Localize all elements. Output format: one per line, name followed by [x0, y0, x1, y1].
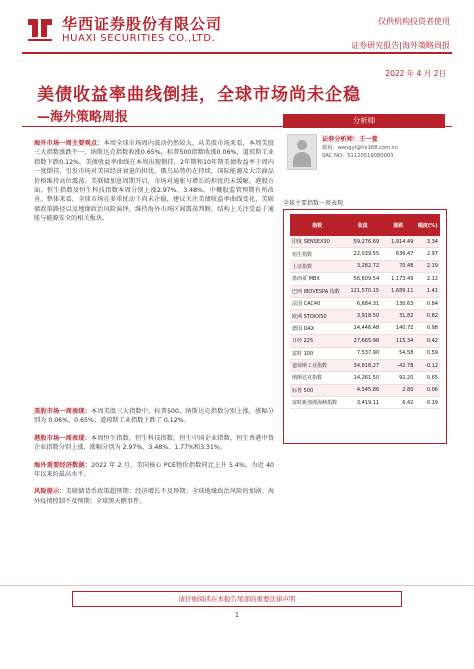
header-divider — [22, 52, 452, 54]
table-row — [290, 359, 440, 371]
overview-label: 海外市场一周主要观点： — [34, 140, 104, 147]
analyst-name: 证券分析师：王一萱 — [322, 136, 378, 143]
index-performance-table — [290, 214, 440, 409]
cell-pct: 0.98 — [415, 322, 440, 334]
company-name-en: HUAXI SECURITIES CO.,LTD. — [62, 33, 216, 44]
avatar — [287, 134, 317, 170]
cell-index-name: 日经 225 — [290, 335, 344, 347]
cell-close: 6,684.31 — [344, 297, 381, 309]
table-body — [290, 236, 440, 409]
cell-index-name: 道琼斯工业指数 — [290, 359, 344, 371]
table-header-row — [290, 214, 440, 236]
cell-close: 14,261.50 — [344, 372, 381, 384]
cell-index-name: 欧洲 STOXX50 — [290, 310, 344, 322]
legal-disclaimer: 请仔细阅读在本报告尾部的重要法律声明 — [72, 591, 402, 607]
tagline: 仅供机构投资者使用 — [378, 17, 450, 26]
cell-close: 4,545.86 — [344, 384, 381, 396]
overview-paragraph — [34, 139, 274, 399]
cell-close: 56,609.54 — [344, 273, 381, 285]
table-row — [290, 347, 440, 359]
avatar-body-icon — [293, 152, 311, 167]
analyst-info — [317, 130, 443, 170]
table-row — [290, 273, 440, 285]
cell-change: -42.78 — [381, 359, 415, 371]
footer-divider — [0, 585, 474, 586]
table-caption: 全球主要指数一周表现 — [283, 200, 344, 207]
risk-text: 美联储货币政策超预期；经济增长不及预期；全球地缘政治风险的加剧；海外疫情控制不及预期；全球黑天鹅事件。 — [34, 488, 275, 505]
table-row — [290, 310, 440, 322]
cell-pct: 1.41 — [415, 285, 440, 297]
cell-index-name: 上证指数 — [290, 260, 344, 272]
analyst-card — [283, 128, 445, 188]
cell-pct: 3.34 — [415, 236, 440, 248]
cell-pct: 0.59 — [415, 347, 440, 359]
report-subtitle: —海外策略周报 — [37, 110, 129, 125]
cell-index-name: 印度 SENSEX30 — [290, 236, 344, 248]
cell-close: 121,570.15 — [344, 285, 381, 297]
avatar-head-icon — [297, 140, 307, 150]
cell-change: 636.47 — [381, 248, 415, 260]
cell-pct: 0.19 — [415, 397, 440, 409]
analyst-sac-number: SAC NO：S1120519080003 — [322, 153, 394, 159]
cell-change: 31.82 — [381, 310, 415, 322]
cell-close: 59,276.69 — [344, 236, 381, 248]
table-row — [290, 285, 440, 297]
us-market-text: 本周美股三大指数中，标普500、纳斯达克指数分别上涨，涨幅分别为 0.06%、0.65%；道琼斯工业指数下跌了 0.12%。 — [34, 408, 274, 425]
analyst-email: 邮箱：wangyi@hx168.com.cn — [322, 145, 399, 151]
overview-text: 本周全球市场周内波动仍然较大，从美股市场来看，本周美股三大指数涨跌不一，纳斯达克指数收涨0.65%，标普500指数收涨0.06%，道琼斯工业指数下跌0.12%。美债收益率曲线在本周出现倒挂，2年期和10年期美债收益率于周内一度倒挂，引发市场对美国经济衰退的担忧。俄乌局势仍在持续，国际能源及大宗商品价格维持高位震荡。美联储加息周期开启，市场对通胀与增长的担忧仍未缓解。港股方面，恒生指数及恒生科技指数本周分别上涨2.97%、3.48%，中概股监管预期有所改善。整体来看，全球市场在多重扰动下尚未企稳，建议关注美债收益率曲线变化、美联储政策路径以及地缘政治风险演绎，维持海外市场区间震荡判断，结构上关注受益于通胀与能源安全的相关板块。 — [34, 140, 274, 223]
table-row — [290, 236, 440, 248]
report-date: 2022 年 4 月 2日 — [385, 69, 446, 78]
col-header-index: 指数 — [290, 214, 344, 236]
cell-change: 115.34 — [381, 335, 415, 347]
cell-pct: 0.65 — [415, 372, 440, 384]
hk-market-text: 本周恒生指数、恒生科技指数、恒生中国企业指数、恒生香港中资企业指数分别上涨，涨幅分别为 2.97%、3.48%、1.77%和3.31%。 — [34, 434, 275, 452]
report-title: 美债收益率曲线倒挂，全球市场尚未企稳 — [37, 85, 361, 105]
cell-index-name: 纳斯达克指数 — [290, 372, 344, 384]
table-row — [290, 384, 440, 396]
us-market-paragraph — [34, 407, 274, 426]
cell-index-name: 墨西哥 MBX — [290, 273, 344, 285]
cell-pct: 0.42 — [415, 335, 440, 347]
main-text-column — [34, 139, 274, 514]
risk-label: 风险提示： — [34, 488, 66, 496]
cell-close: 34,818.27 — [344, 359, 381, 371]
table-row — [290, 335, 440, 347]
cell-pct: 0.82 — [415, 310, 440, 322]
col-header-change: 涨跌 — [381, 214, 415, 236]
cell-change: 92.20 — [381, 372, 415, 384]
macro-data-paragraph — [34, 461, 274, 480]
cell-index-name: 德国 DAX — [290, 322, 344, 334]
analyst-header-bar: 分析师 — [283, 114, 445, 128]
cell-close: 3,918.50 — [344, 310, 381, 322]
page-number: 1 — [234, 611, 240, 619]
cell-change: 140.72 — [381, 322, 415, 334]
cell-change: 54.58 — [381, 347, 415, 359]
cell-change: 1,173.49 — [381, 273, 415, 285]
cell-pct: 2.12 — [415, 273, 440, 285]
cell-index-name: 恒生指数 — [290, 248, 344, 260]
hk-market-paragraph — [34, 434, 274, 453]
us-market-label: 美股市场一周表现： — [34, 408, 92, 415]
cell-change: 6.42 — [381, 397, 415, 409]
table-row — [290, 297, 440, 309]
cell-close: 3,419.11 — [344, 397, 381, 409]
index-table-frame — [283, 209, 447, 444]
cell-index-name: 富时新加坡海峡指数 — [290, 397, 344, 409]
macro-data-text: 2022 年 2 月，美国核心 PCE物价指数同比上升 5.4%，为近 40 年以来的最高水平。 — [34, 461, 274, 479]
cell-pct: 0.06 — [415, 384, 440, 396]
cell-index-name: 法国 CAC40 — [290, 297, 344, 309]
cell-pct: 2.19 — [415, 260, 440, 272]
table-row — [290, 397, 440, 409]
cell-pct: 2.97 — [415, 248, 440, 260]
cell-close: 14,446.48 — [344, 322, 381, 334]
cell-change: 2.80 — [381, 384, 415, 396]
table-row — [290, 248, 440, 260]
cell-change: 1,914.49 — [381, 236, 415, 248]
cell-close: 27,665.98 — [344, 335, 381, 347]
cell-close: 3,282.72 — [344, 260, 381, 272]
cell-index-name: 巴西 IBOVESPA 指数 — [290, 285, 344, 297]
risk-paragraph — [34, 487, 274, 506]
cell-change: 70.48 — [381, 260, 415, 272]
macro-data-label: 海外重要经济数据： — [34, 461, 92, 469]
cell-change: 1,689.11 — [381, 285, 415, 297]
cell-index-name: 富时 100 — [290, 347, 344, 359]
table-row — [290, 260, 440, 272]
hk-market-label: 港股市场一周表现： — [34, 434, 91, 442]
col-header-pct: 幅度(%) — [415, 214, 440, 236]
col-header-close: 收盘 — [344, 214, 381, 236]
cell-close: 7,537.90 — [344, 347, 381, 359]
report-type: 证券研究报告|海外策略周报 — [351, 41, 450, 50]
company-name-cn: 华西证券股份有限公司 — [62, 15, 223, 33]
cell-close: 22,039.55 — [344, 248, 381, 260]
cell-pct: -0.12 — [415, 359, 440, 371]
company-logo-icon — [25, 13, 55, 43]
table-row — [290, 372, 440, 384]
table-row — [290, 322, 440, 334]
cell-change: 130.63 — [381, 297, 415, 309]
cell-index-name: 标普 500 — [290, 384, 344, 396]
cell-pct: 0.84 — [415, 297, 440, 309]
